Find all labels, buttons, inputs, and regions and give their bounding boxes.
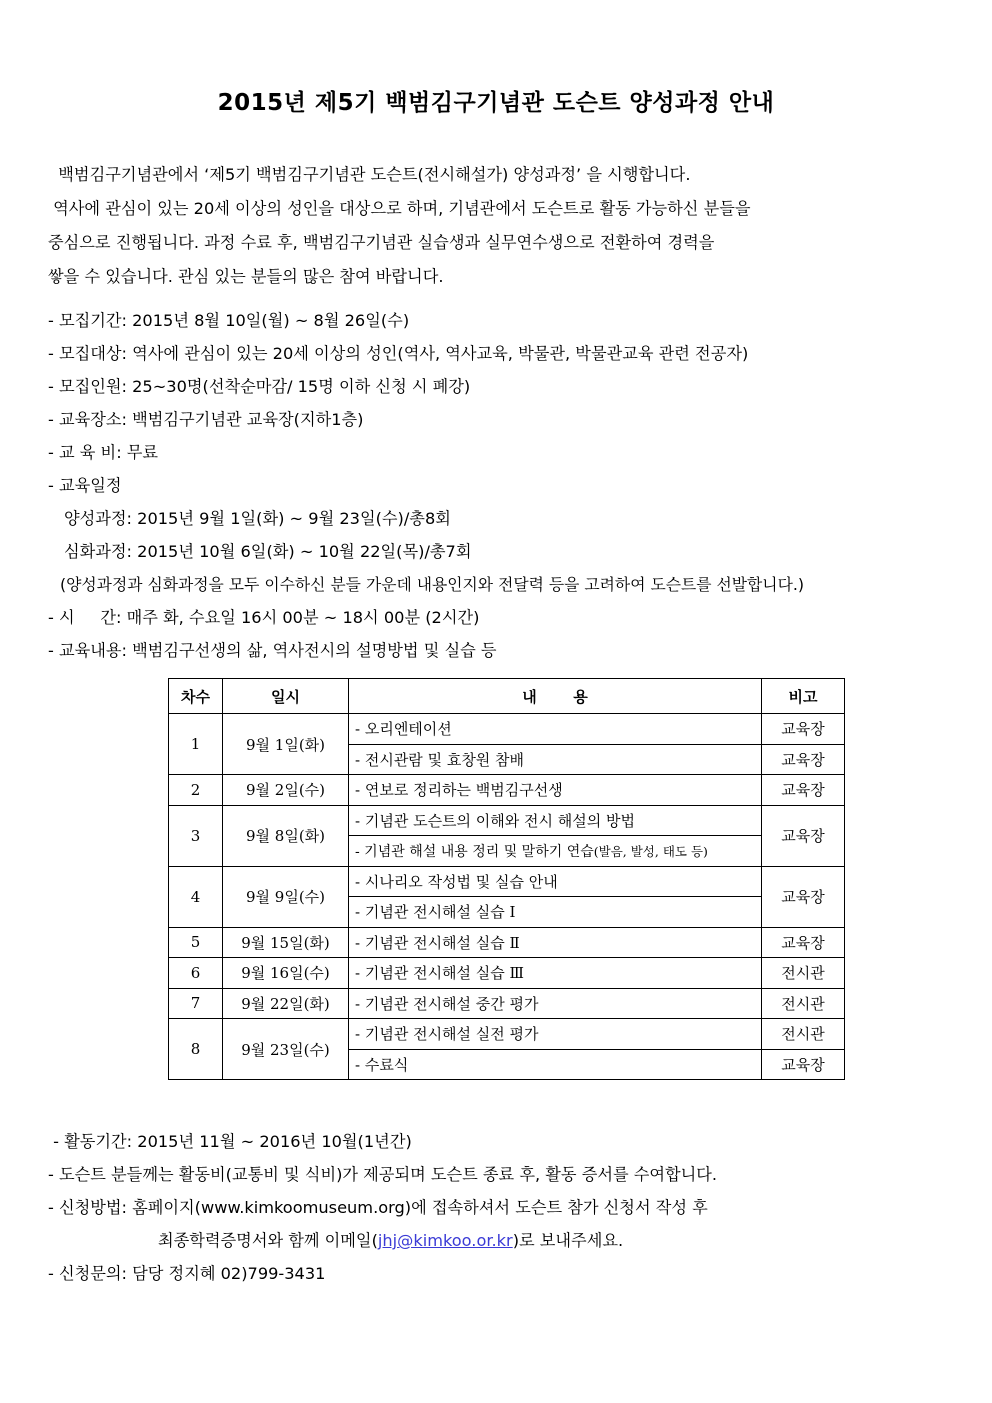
- session-date: 9월 1일(화): [223, 714, 349, 775]
- info-recruit-period: - 모집기간: 2015년 8월 10일(월) ~ 8월 26일(수): [48, 311, 410, 330]
- table-row: [169, 1019, 845, 1050]
- info-time: - 시 간: 매주 화, 수요일 16시 00분 ~ 18시 00분 (2시간): [48, 608, 480, 627]
- table-row: [169, 958, 845, 989]
- info-schedule-advanced: 심화과정: 2015년 10월 6일(화) ~ 10월 22일(목)/총7회: [64, 542, 472, 561]
- apply-text: 최종학력증명서와 함께 이메일(: [158, 1231, 378, 1250]
- intro-line: 백범김구기념관에서 ‘제5기 백범김구기념관 도슨트(전시해설가) 양성과정’ 을 시행합니다.: [48, 165, 691, 184]
- table-row: [169, 805, 845, 836]
- session-number: 7: [169, 988, 223, 1019]
- apply-text: )로 보내주세요.: [512, 1231, 624, 1250]
- session-date: 9월 23일(수): [223, 1019, 349, 1080]
- session-note: 교육장: [762, 1049, 845, 1080]
- recruitment-info: [48, 307, 953, 670]
- session-note: 교육장: [762, 714, 845, 745]
- session-item: - 오리엔테이션: [349, 714, 762, 745]
- session-item: - 기념관 도슨트의 이해와 전시 해설의 방법: [349, 805, 762, 836]
- info-location: - 교육장소: 백범김구기념관 교육장(지하1층): [48, 410, 364, 429]
- session-item: - 시나리오 작성법 및 실습 안내: [349, 866, 762, 897]
- activity-info: [48, 1128, 953, 1293]
- session-item: - 기념관 전시해설 중간 평가: [349, 988, 762, 1019]
- session-item: - 기념관 전시해설 실습 Ⅱ: [349, 927, 762, 958]
- info-recruit-count: - 모집인원: 25~30명(선착순마감/ 15명 이하 신청 시 폐강): [48, 377, 471, 396]
- session-date: 9월 22일(화): [223, 988, 349, 1019]
- table-row: [169, 927, 845, 958]
- session-note: 교육장: [762, 805, 845, 866]
- table-row: [169, 988, 845, 1019]
- session-item: - 기념관 전시해설 실습 Ⅰ: [349, 897, 762, 928]
- session-number: 1: [169, 714, 223, 775]
- session-item-extra: (발음, 발성, 태도 등): [593, 843, 708, 859]
- email-link[interactable]: jhj@kimkoo.or.kr: [377, 1231, 513, 1250]
- intro-paragraph: [48, 158, 948, 294]
- schedule-table: [168, 678, 845, 1080]
- session-note: 전시관: [762, 1019, 845, 1050]
- session-number: 3: [169, 805, 223, 866]
- column-header: 내 용: [349, 679, 762, 714]
- session-item-wrapper: [349, 836, 762, 867]
- info-fee: - 교 육 비: 무료: [48, 443, 159, 462]
- session-note: 교육장: [762, 866, 845, 927]
- info-selection-note: (양성과정과 심화과정을 모두 이수하신 분들 가운데 내용인지와 전달력 등을 고려하여 도슨트를 선발합니다.): [60, 575, 805, 594]
- activity-period: - 활동기간: 2015년 11월 ~ 2016년 10월(1년간): [48, 1132, 412, 1151]
- session-number: 8: [169, 1019, 223, 1080]
- session-date: 9월 16일(수): [223, 958, 349, 989]
- column-header: 비고: [762, 679, 845, 714]
- intro-line: 역사에 관심이 있는 20세 이상의 성인을 대상으로 하며, 기념관에서 도슨트로 활동 가능하신 분들을: [48, 199, 751, 218]
- session-item: - 기념관 전시해설 실전 평가: [349, 1019, 762, 1050]
- session-date: 9월 2일(수): [223, 775, 349, 806]
- table-header-row: [169, 679, 845, 714]
- info-schedule-heading: - 교육일정: [48, 476, 122, 495]
- session-item: - 기념관 해설 내용 정리 및 말하기 연습: [355, 843, 594, 860]
- session-note: 교육장: [762, 775, 845, 806]
- session-item: - 기념관 전시해설 실습 Ⅲ: [349, 958, 762, 989]
- session-date: 9월 15일(화): [223, 927, 349, 958]
- session-date: 9월 9일(수): [223, 866, 349, 927]
- table-row: [169, 866, 845, 897]
- session-number: 6: [169, 958, 223, 989]
- info-schedule-basic: 양성과정: 2015년 9월 1일(화) ~ 9월 23일(수)/총8회: [64, 509, 451, 528]
- info-recruit-target: - 모집대상: 역사에 관심이 있는 20세 이상의 성인(역사, 역사교육, 박물관, 박물관교육 관련 전공자): [48, 344, 749, 363]
- session-item: - 연보로 정리하는 백범김구선생: [349, 775, 762, 806]
- apply-method-cont: [48, 1227, 953, 1260]
- intro-line: 중심으로 진행됩니다. 과정 수료 후, 백범김구기념관 실습생과 실무연수생으로 전환하여 경력을: [48, 233, 715, 252]
- session-note: 전시관: [762, 988, 845, 1019]
- column-header: 차수: [169, 679, 223, 714]
- column-header: 일시: [223, 679, 349, 714]
- page-title: 2015년 제5기 백범김구기념관 도슨트 양성과정 안내: [217, 90, 775, 116]
- session-date: 9월 8일(화): [223, 805, 349, 866]
- session-number: 4: [169, 866, 223, 927]
- session-note: 전시관: [762, 958, 845, 989]
- session-note: 교육장: [762, 927, 845, 958]
- info-content: - 교육내용: 백범김구선생의 삶, 역사전시의 설명방법 및 실습 등: [48, 641, 497, 660]
- session-item: - 전시관람 및 효창원 참배: [349, 744, 762, 775]
- session-item: - 수료식: [349, 1049, 762, 1080]
- table-row: [169, 775, 845, 806]
- session-number: 5: [169, 927, 223, 958]
- apply-method: - 신청방법: 홈페이지(www.kimkoomuseum.org)에 접속하셔서 도슨트 참가 신청서 작성 후: [48, 1198, 708, 1217]
- session-number: 2: [169, 775, 223, 806]
- table-row: [169, 714, 845, 745]
- intro-line: 쌓을 수 있습니다. 관심 있는 분들의 많은 참여 바랍니다.: [48, 267, 444, 286]
- activity-benefit: - 도슨트 분들께는 활동비(교통비 및 식비)가 제공되며 도슨트 종료 후, 활동 증서를 수여합니다.: [48, 1165, 718, 1184]
- session-note: 교육장: [762, 744, 845, 775]
- contact-info: - 신청문의: 담당 정지혜 02)799-3431: [48, 1264, 326, 1283]
